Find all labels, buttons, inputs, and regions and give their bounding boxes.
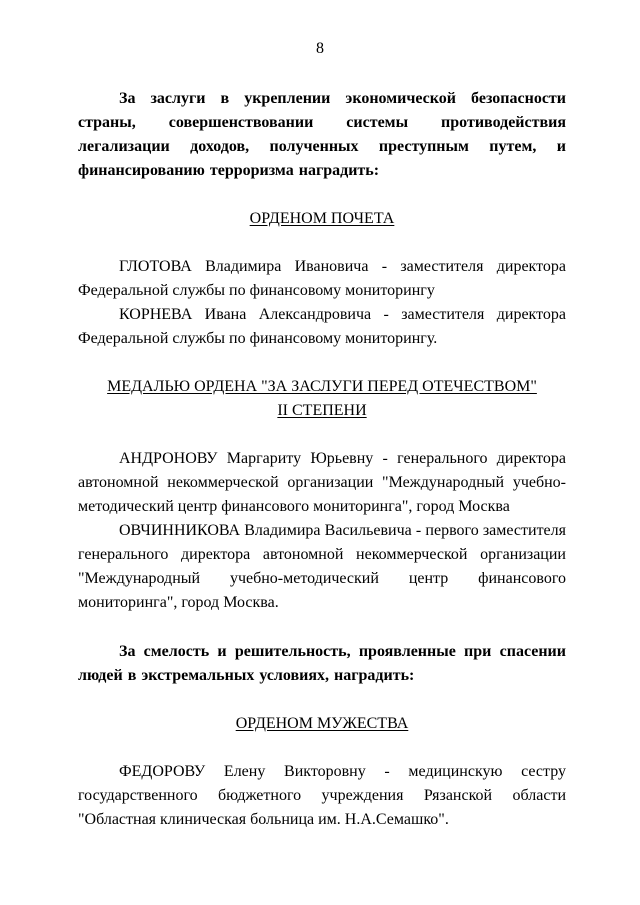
awardee-ovchinnikov: ОВЧИННИКОВА Владимира Васильевича - первого заместителя генерального директора автономной некоммерческой организации "Международный учебно-методический центр финансового мониторинга", город Москва. (78, 522, 566, 611)
spacer (78, 351, 566, 375)
spacer (78, 615, 566, 640)
awardee-fedorova: ФЕДОРОВУ Елену Викторовну - медицинскую сестру государственного бюджетного учреждения Рязанской области "Областная клиническая больница им. Н.А.Семашко". (78, 763, 566, 828)
spacer (78, 423, 566, 447)
awardee-kornev: КОРНЕВА Ивана Александровича - заместителя директора Федеральной службы по финансовому мониторингу. (78, 306, 566, 347)
awardee-andronova: АНДРОНОВУ Маргариту Юрьевну - генерального директора автономной некоммерческой организации "Международный учебно-методический центр финансового мониторинга", город Москва (78, 450, 566, 515)
award-section-intro-courage: За смелость и решительность, проявленные при спасении людей в экстремальных условиях, наградить: (78, 643, 566, 684)
spacer (78, 183, 566, 207)
spacer (78, 688, 566, 712)
award-heading-medal-order-merit-line2: II СТЕПЕНИ (277, 402, 367, 419)
awardee-glotov: ГЛОТОВА Владимира Ивановича - заместителя директора Федеральной службы по финансовому мониторингу (78, 258, 566, 299)
award-section-intro-economic-security: За заслуги в укреплении экономической безопасности страны, совершенствовании системы противодействия легализации доходов, полученных преступным путем, и финансированию терроризма наградить: (78, 90, 566, 179)
award-heading-medal-order-merit-line1: МЕДАЛЬЮ ОРДЕНА "ЗА ЗАСЛУГИ ПЕРЕД ОТЕЧЕСТВОМ" (107, 378, 537, 395)
spacer (78, 736, 566, 760)
document-body (78, 87, 566, 832)
page-number: 8 (316, 40, 324, 57)
award-heading-order-of-courage: ОРДЕНОМ МУЖЕСТВА (235, 715, 409, 732)
award-heading-order-of-honor: ОРДЕНОМ ПОЧЕТА (249, 210, 395, 227)
spacer (78, 231, 566, 255)
